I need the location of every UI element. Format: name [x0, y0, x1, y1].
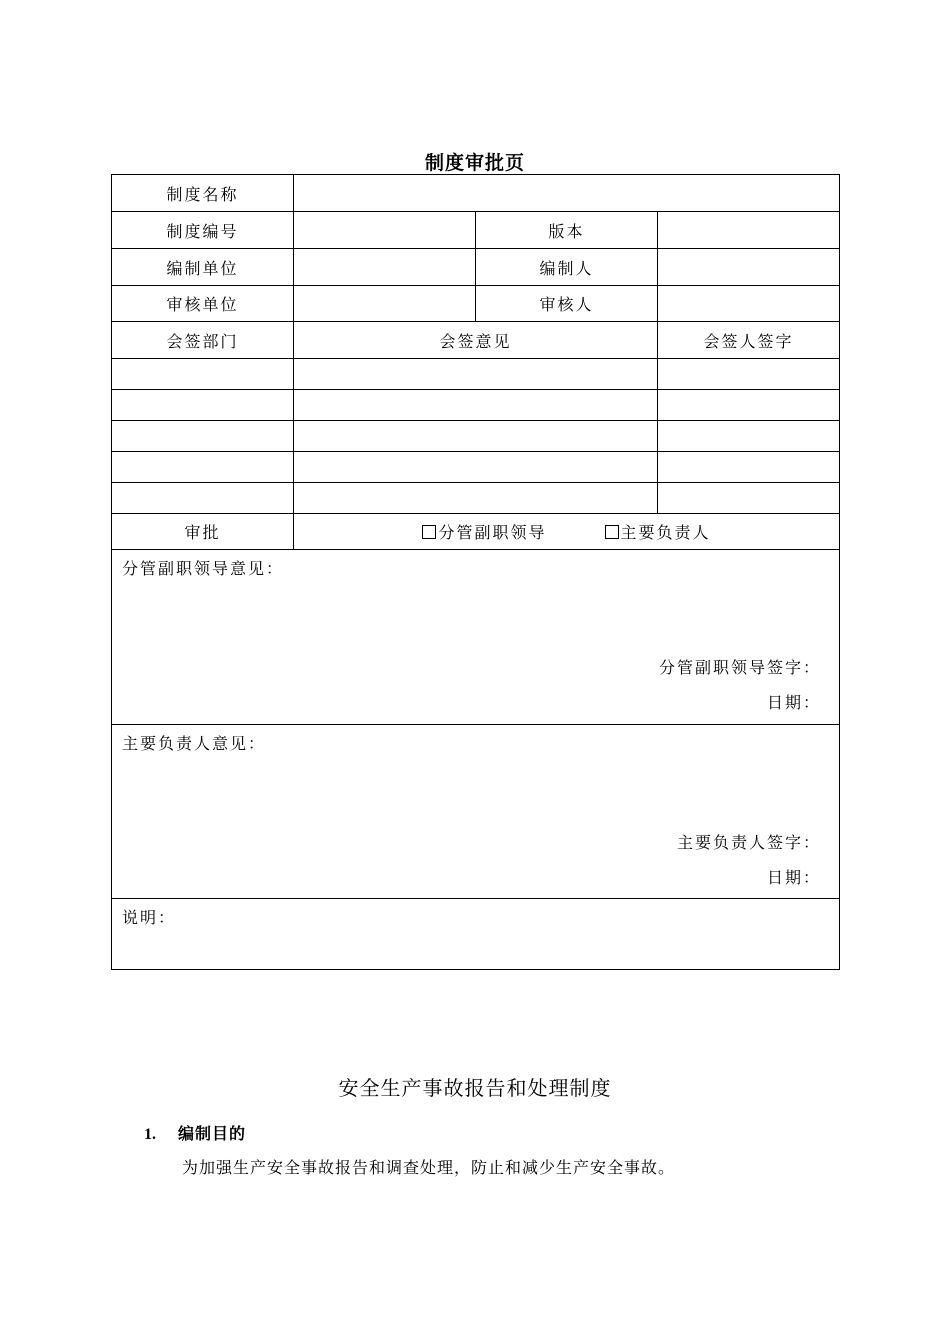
option-chief[interactable]: 主要负责人	[605, 520, 711, 543]
deputy-signature-label: 分管副职领导签字：	[659, 658, 822, 677]
chief-signature-label: 主要负责人签字：	[677, 833, 822, 852]
countersign-row	[112, 421, 840, 452]
reviewer-field[interactable]	[658, 286, 840, 322]
countersign-dept-cell[interactable]	[112, 452, 294, 483]
row-approval	[112, 514, 840, 550]
section-paragraph: 为加强生产安全事故报告和调查处理，防止和减少生产安全事故。	[182, 1158, 676, 1177]
system-name-label: 制度名称	[112, 175, 294, 212]
countersign-signature-cell[interactable]	[658, 483, 840, 514]
countersign-opinion-header: 会签意见	[294, 322, 658, 359]
row-review-unit	[112, 286, 840, 322]
countersign-opinion-cell[interactable]	[294, 483, 658, 514]
countersign-row	[112, 390, 840, 421]
countersign-dept-cell[interactable]	[112, 359, 294, 390]
countersign-opinion-cell[interactable]	[294, 390, 658, 421]
approval-label: 审批	[112, 514, 294, 550]
countersign-dept-header: 会签部门	[112, 322, 294, 359]
row-chief-opinion	[112, 725, 840, 899]
countersign-opinion-cell[interactable]	[294, 359, 658, 390]
note-label: 说明：	[122, 908, 177, 927]
deputy-date-label: 日期：	[767, 693, 822, 712]
row-system-number	[112, 212, 840, 249]
deputy-opinion-box[interactable]	[112, 550, 840, 725]
system-number-label: 制度编号	[112, 212, 294, 249]
section-heading	[144, 1121, 246, 1144]
countersign-row	[112, 359, 840, 390]
countersign-signature-cell[interactable]	[658, 452, 840, 483]
row-countersign-header	[112, 322, 840, 359]
option-deputy[interactable]: 分管副职领导	[422, 520, 546, 543]
checkbox-deputy[interactable]	[422, 525, 436, 539]
section-number: 1.	[144, 1126, 156, 1143]
countersign-row	[112, 483, 840, 514]
countersign-signature-cell[interactable]	[658, 359, 840, 390]
countersign-row	[112, 452, 840, 483]
reviewer-label: 审核人	[476, 286, 658, 322]
compiler-field[interactable]	[658, 249, 840, 286]
deputy-opinion-label: 分管副职领导意见：	[122, 559, 285, 578]
review-unit-field[interactable]	[294, 286, 476, 322]
section-heading-text: 编制目的	[178, 1124, 247, 1143]
countersign-signature-header: 会签人签字	[658, 322, 840, 359]
version-field[interactable]	[658, 212, 840, 249]
row-compile-unit	[112, 249, 840, 286]
chief-date-label: 日期：	[767, 868, 822, 887]
countersign-signature-cell[interactable]	[658, 390, 840, 421]
approval-page-title: 制度审批页	[424, 152, 525, 174]
row-deputy-opinion	[112, 550, 840, 725]
compile-unit-field[interactable]	[294, 249, 476, 286]
approval-form-table	[111, 174, 840, 970]
countersign-opinion-cell[interactable]	[294, 452, 658, 483]
note-box[interactable]	[112, 899, 840, 970]
document-title: 安全生产事故报告和处理制度	[338, 1076, 612, 1100]
chief-opinion-label: 主要负责人意见：	[122, 734, 267, 753]
countersign-opinion-cell[interactable]	[294, 421, 658, 452]
countersign-dept-cell[interactable]	[112, 390, 294, 421]
version-label: 版本	[476, 212, 658, 249]
compile-unit-label: 编制单位	[112, 249, 294, 286]
system-number-field[interactable]	[294, 212, 476, 249]
review-unit-label: 审核单位	[112, 286, 294, 322]
countersign-dept-cell[interactable]	[112, 421, 294, 452]
checkbox-chief[interactable]	[605, 525, 619, 539]
row-system-name	[112, 175, 840, 212]
chief-opinion-box[interactable]	[112, 725, 840, 899]
compiler-label: 编制人	[476, 249, 658, 286]
row-note	[112, 899, 840, 970]
approval-options	[294, 514, 840, 550]
countersign-signature-cell[interactable]	[658, 421, 840, 452]
system-name-field[interactable]	[294, 175, 840, 212]
countersign-dept-cell[interactable]	[112, 483, 294, 514]
